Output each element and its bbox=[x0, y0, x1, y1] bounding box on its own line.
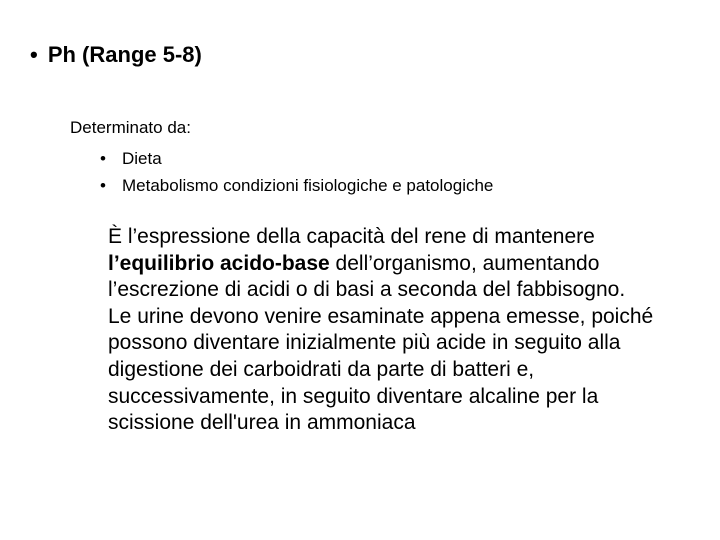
paragraph-urine: Le urine devono venire esaminate appena emesse, poiché possono diventare inizialmente più acide in seguito alla digestione dei carboidrati da parte di batteri e, successivamente, in seguito diventare alcaline per la scissione dell'urea in ammoniaca bbox=[108, 304, 654, 435]
determinants-list bbox=[100, 145, 493, 199]
slide-title bbox=[30, 42, 202, 68]
paragraph-text: dell’organismo, aumentando l’escrezione di acidi o di basi a seconda del fabbisogno. bbox=[108, 251, 626, 302]
body-text bbox=[108, 224, 688, 437]
bullet-icon: • bbox=[100, 149, 106, 168]
list-item bbox=[100, 172, 493, 199]
paragraph-text: È l’espressione della capacità del rene di mantenere bbox=[108, 225, 595, 248]
list-item-text: Dieta bbox=[122, 149, 162, 168]
list-item bbox=[100, 145, 493, 172]
list-item-text: Metabolismo condizioni fisiologiche e patologiche bbox=[122, 176, 494, 195]
bullet-icon: • bbox=[100, 176, 106, 195]
title-text: Ph (Range 5-8) bbox=[47, 42, 202, 67]
bold-highlight: l’equilibrio acido-base bbox=[108, 251, 330, 275]
title-bullet-icon: • bbox=[30, 42, 38, 67]
determined-by-label: Determinato da: bbox=[70, 118, 191, 137]
paragraph-acid-base bbox=[108, 224, 688, 304]
